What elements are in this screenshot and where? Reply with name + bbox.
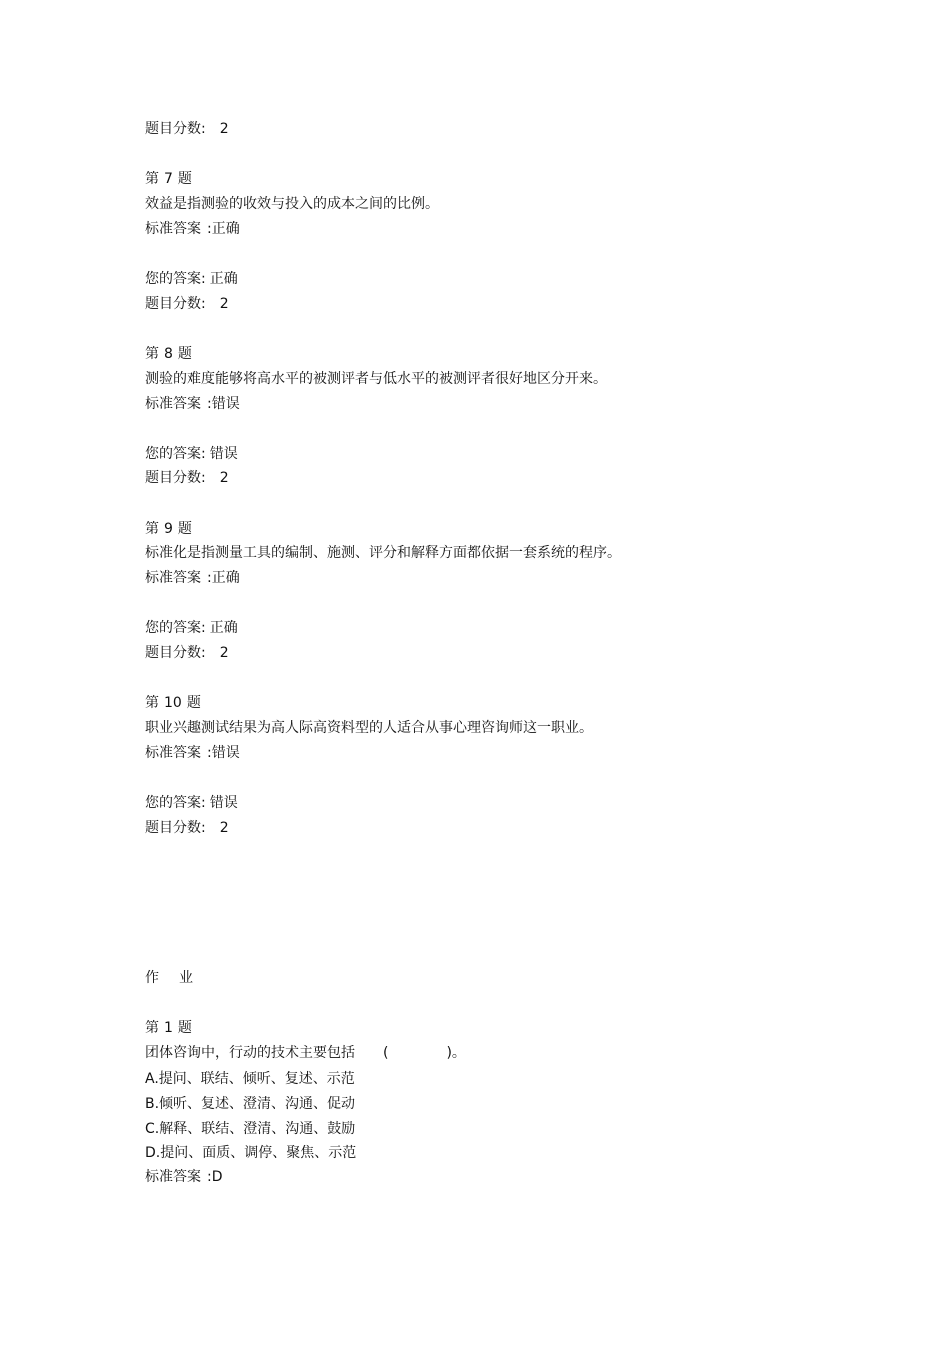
question-score: 题目分数: 2 <box>145 820 229 836</box>
prev-score-line <box>145 120 229 138</box>
homework-title: 作 业 <box>145 970 193 986</box>
your-answer: 您的答案: 错误 <box>145 795 238 811</box>
question-text: 团体咨询中，行动的技术主要包括 ( )。 <box>145 1045 466 1061</box>
question-text: 测验的难度能够将高水平的被测评者与低水平的被测评者很好地区分开来。 <box>145 371 607 387</box>
question-header: 第 1 题 <box>145 1020 192 1036</box>
question-header: 第 7 题 <box>145 171 192 187</box>
your-answer: 您的答案: 正确 <box>145 620 238 636</box>
question-text: 职业兴趣测试结果为高人际高资料型的人适合从事心理咨询师这一职业。 <box>145 720 593 736</box>
standard-answer: 标准答案 :D <box>145 1169 223 1185</box>
question-header: 第 10 题 <box>145 695 201 711</box>
question-number: 10 <box>164 695 182 711</box>
option-a: A.提问、联结、倾听、复述、示范 <box>145 1071 355 1087</box>
question-text: 效益是指测验的收效与投入的成本之间的比例。 <box>145 196 439 212</box>
standard-answer: 标准答案 :错误 <box>145 396 240 412</box>
standard-answer: 标准答案 :正确 <box>145 221 240 237</box>
question-number: 9 <box>164 521 173 537</box>
question-header: 第 9 题 <box>145 521 192 537</box>
question-number: 1 <box>164 1020 173 1036</box>
question-header: 第 8 题 <box>145 346 192 362</box>
question-score: 题目分数: 2 <box>145 296 229 312</box>
standard-answer: 标准答案 :错误 <box>145 745 240 761</box>
score-label: 题目分数: <box>145 121 206 137</box>
option-d: D.提问、面质、调停、聚焦、示范 <box>145 1145 357 1161</box>
your-answer: 您的答案: 正确 <box>145 271 238 287</box>
question-number: 7 <box>164 171 173 187</box>
your-answer: 您的答案: 错误 <box>145 446 238 462</box>
question-number: 8 <box>164 346 173 362</box>
option-b: B.倾听、复述、澄清、沟通、促动 <box>145 1096 356 1112</box>
question-score: 题目分数: 2 <box>145 645 229 661</box>
standard-answer: 标准答案 :正确 <box>145 570 240 586</box>
option-c: C.解释、联结、澄清、沟通、鼓励 <box>145 1121 356 1137</box>
question-text: 标准化是指测量工具的编制、施测、评分和解释方面都依据一套系统的程序。 <box>145 545 621 561</box>
question-score: 题目分数: 2 <box>145 470 229 486</box>
score-value: 2 <box>219 121 229 137</box>
